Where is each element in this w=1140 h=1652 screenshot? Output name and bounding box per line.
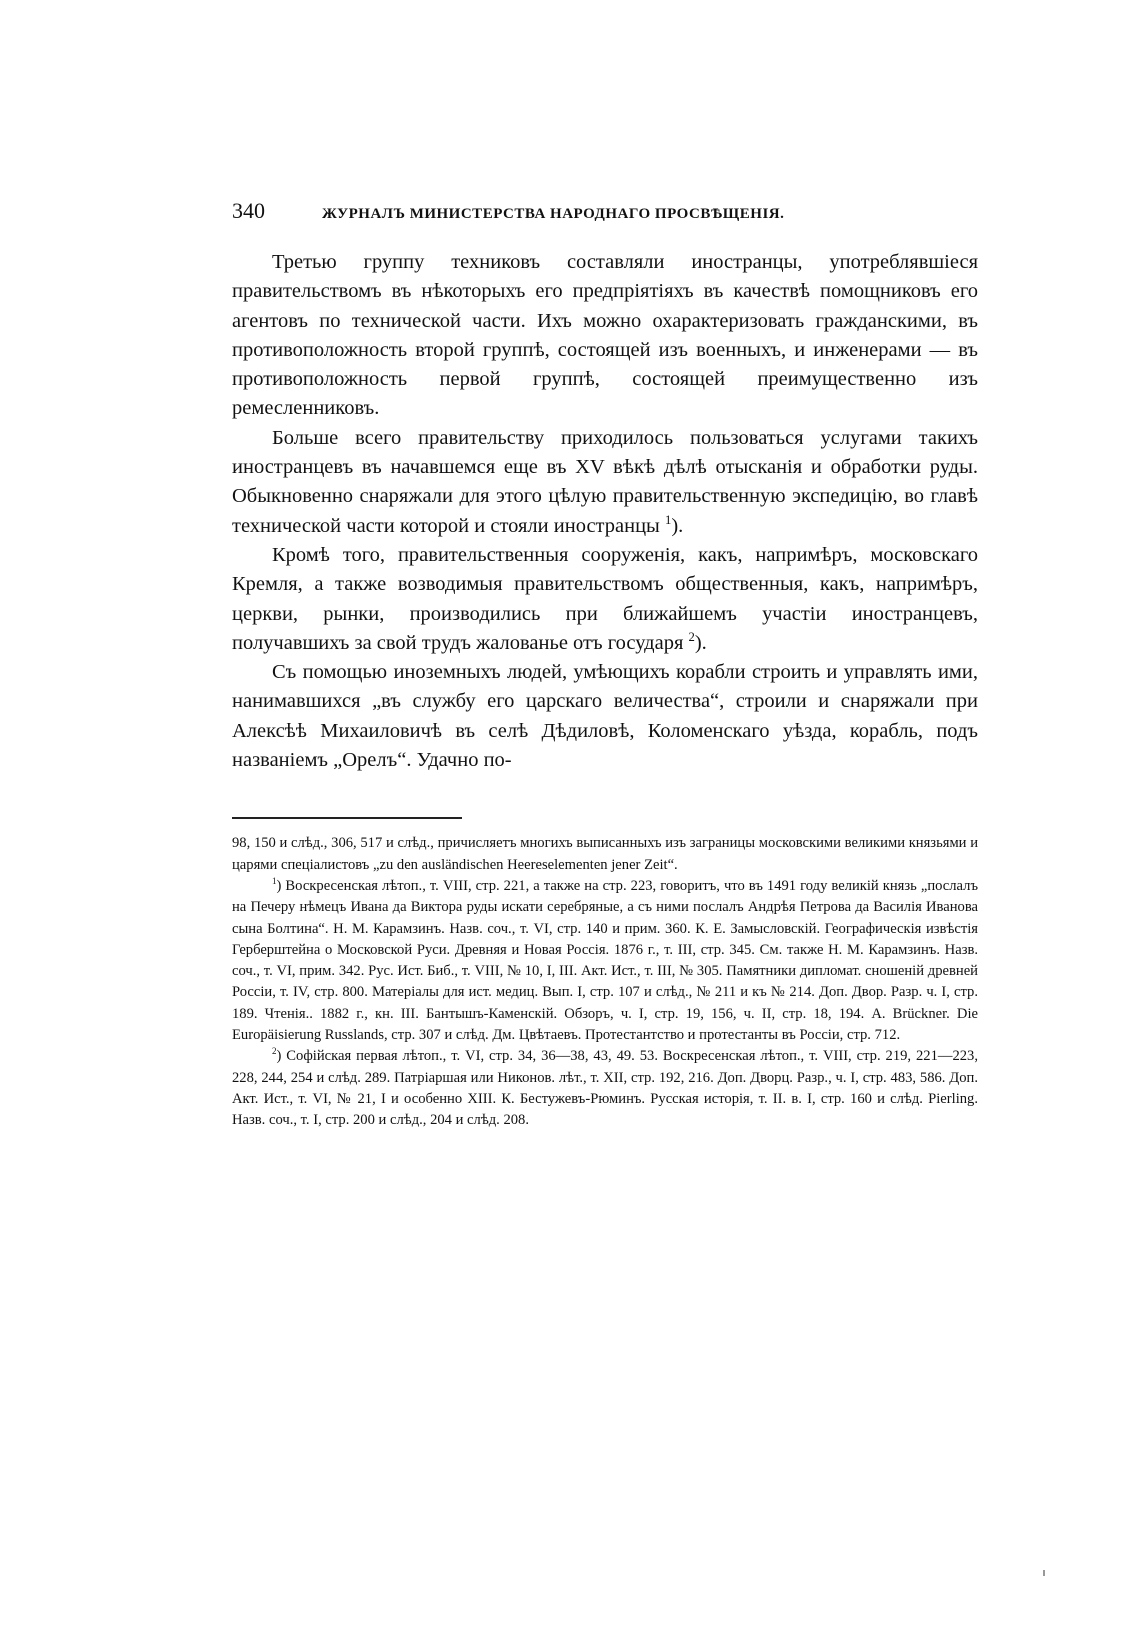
page-header: [232, 198, 978, 232]
footnotes: [232, 833, 978, 1131]
paragraph-third-group: Третью группу техниковъ составляли иностранцы, употреблявшіеся правительствомъ въ нѣкоторыхъ его предпріятіяхъ въ качествѣ помощниковъ его агентовъ по технической части. Ихъ можно охарактеризовать гражданскими, въ противоположность второй группѣ, состоящей изъ военныхъ, и инженерами — въ противоположность первой группѣ, состоящей преимущественно изъ ремесленниковъ.: [232, 251, 978, 420]
scan-artifact-mark: [1043, 1570, 1045, 1576]
footnote-marker-2: 2: [272, 1046, 277, 1057]
document-page: [232, 198, 978, 1132]
footnote-2: $^2$) Софійская первая лѣтоп., т. VI, стр. 34, 36—38, 43, 49. 53. Воскресенская лѣтоп., т. VIII, стр. 219, 221—223, 228, 244, 254 и слѣд. 289. Патріаршая или Никонов. лѣт., т. XII, стр. 192, 216. Доп. Дворц. Разр., ч. I, стр. 483, 586. Доп. Акт. Ист., т. VI, № 21, I и особенно XIII. К. Бестужевъ-Рюминъ. Русская исторія, т. II. в. I, стр. 160 и слѣд. Pierling. Назв. соч., т. I, стр. 200 и слѣд., 204 и слѣд. 208.: [232, 1046, 978, 1129]
footnote-ref-1: 1: [664, 512, 672, 527]
footnote-1: $^1$) Воскресенская лѣтоп., т. VIII, стр. 221, а также на стр. 223, говоритъ, что въ 1491 году великій князь „послалъ на Печеру нѣмецъ Ивана да Виктора руды искати серебряные, а съ ними послалъ Андрѣя Петрова да Василія Иванова сына Болтина“. Н. М. Карамзинъ. Назв. соч., т. VI, стр. 140 и прим. 360. К. Е. Замысловскій. Географическія извѣстія Герберштейна о Московской Руси. Древняя и Новая Россія. 1876 г., т. III, стр. 345. См. также Н. М. Карамзинъ. Назв. соч., т. VI, прим. 342. Рус. Ист. Биб., т. VIII, № 10, I, III. Акт. Ист., т. III, № 305. Памятники дипломат. сношеній древней Россіи, т. IV, стр. 800. Матеріалы для ист. медиц. Вып. I, стр. 107 и слѣд., № 211 и къ № 214. Доп. Двор. Разр. ч. I, стр. 189. Чтенія.. 1882 г., кн. III. Бантышъ-Каменскій. Обзоръ, ч. I, стр. 19, 156, ч. II, стр. 18, 194. A. Brückner. Die Europäisierung Russlands, стр. 307 и слѣд. Дм. Цвѣтаевъ. Протестантство и протестанты въ Россіи, стр. 712.: [232, 876, 978, 1044]
footnote-continued: 98, 150 и слѣд., 306, 517 и слѣд., причисляетъ многихъ выписанныхъ изъ заграницы московскими великими князьями и царями спеціалистовъ „zu den ausländischen Heereselementen jener Zeit“.: [232, 835, 978, 873]
paragraph-ore-expeditions: Больше всего правительству приходилось пользоваться услугами такихъ иностранцевъ въ начавшемся еще въ XV вѣкѣ дѣлѣ отысканія и обработки руды. Обыкновенно снаряжали для этого цѣлую правительственную экспедицію, во главѣ технической части которой и стояли иностранцы $^1$).: [232, 426, 978, 537]
footnote-ref-2: 2: [688, 630, 695, 645]
footnote-divider: [232, 817, 462, 819]
body-text: [232, 248, 978, 775]
running-title: ЖУРНАЛЪ МИНИСТЕРСТВА НАРОДНАГО ПРОСВѢЩЕНІЯ.: [322, 206, 785, 222]
footnote-marker-1: 1: [272, 876, 277, 887]
paragraph-ship-orel: Съ помощью иноземныхъ людей, умѣющихъ корабли строить и управлять ими, нанимавшихся „въ службу его царскаго величества“, строили и снаряжали при Алексѣѣ Михаиловичѣ въ селѣ Дѣдиловѣ, Коломенскаго уѣзда, корабль, подъ названіемъ „Орелъ“. Удачно по-: [232, 661, 978, 772]
paragraph-kremlin-construction: Кромѣ того, правительственныя сооруженія, какъ, напримѣръ, московскаго Кремля, а также возводимыя правительствомъ общественныя, какъ, напримѣръ, церкви, рынки, производились при ближайшемъ участіи иностранцевъ, получавшихъ за свой трудъ жалованье отъ государя $^2$).: [232, 543, 978, 654]
page-number: 340: [232, 198, 265, 223]
